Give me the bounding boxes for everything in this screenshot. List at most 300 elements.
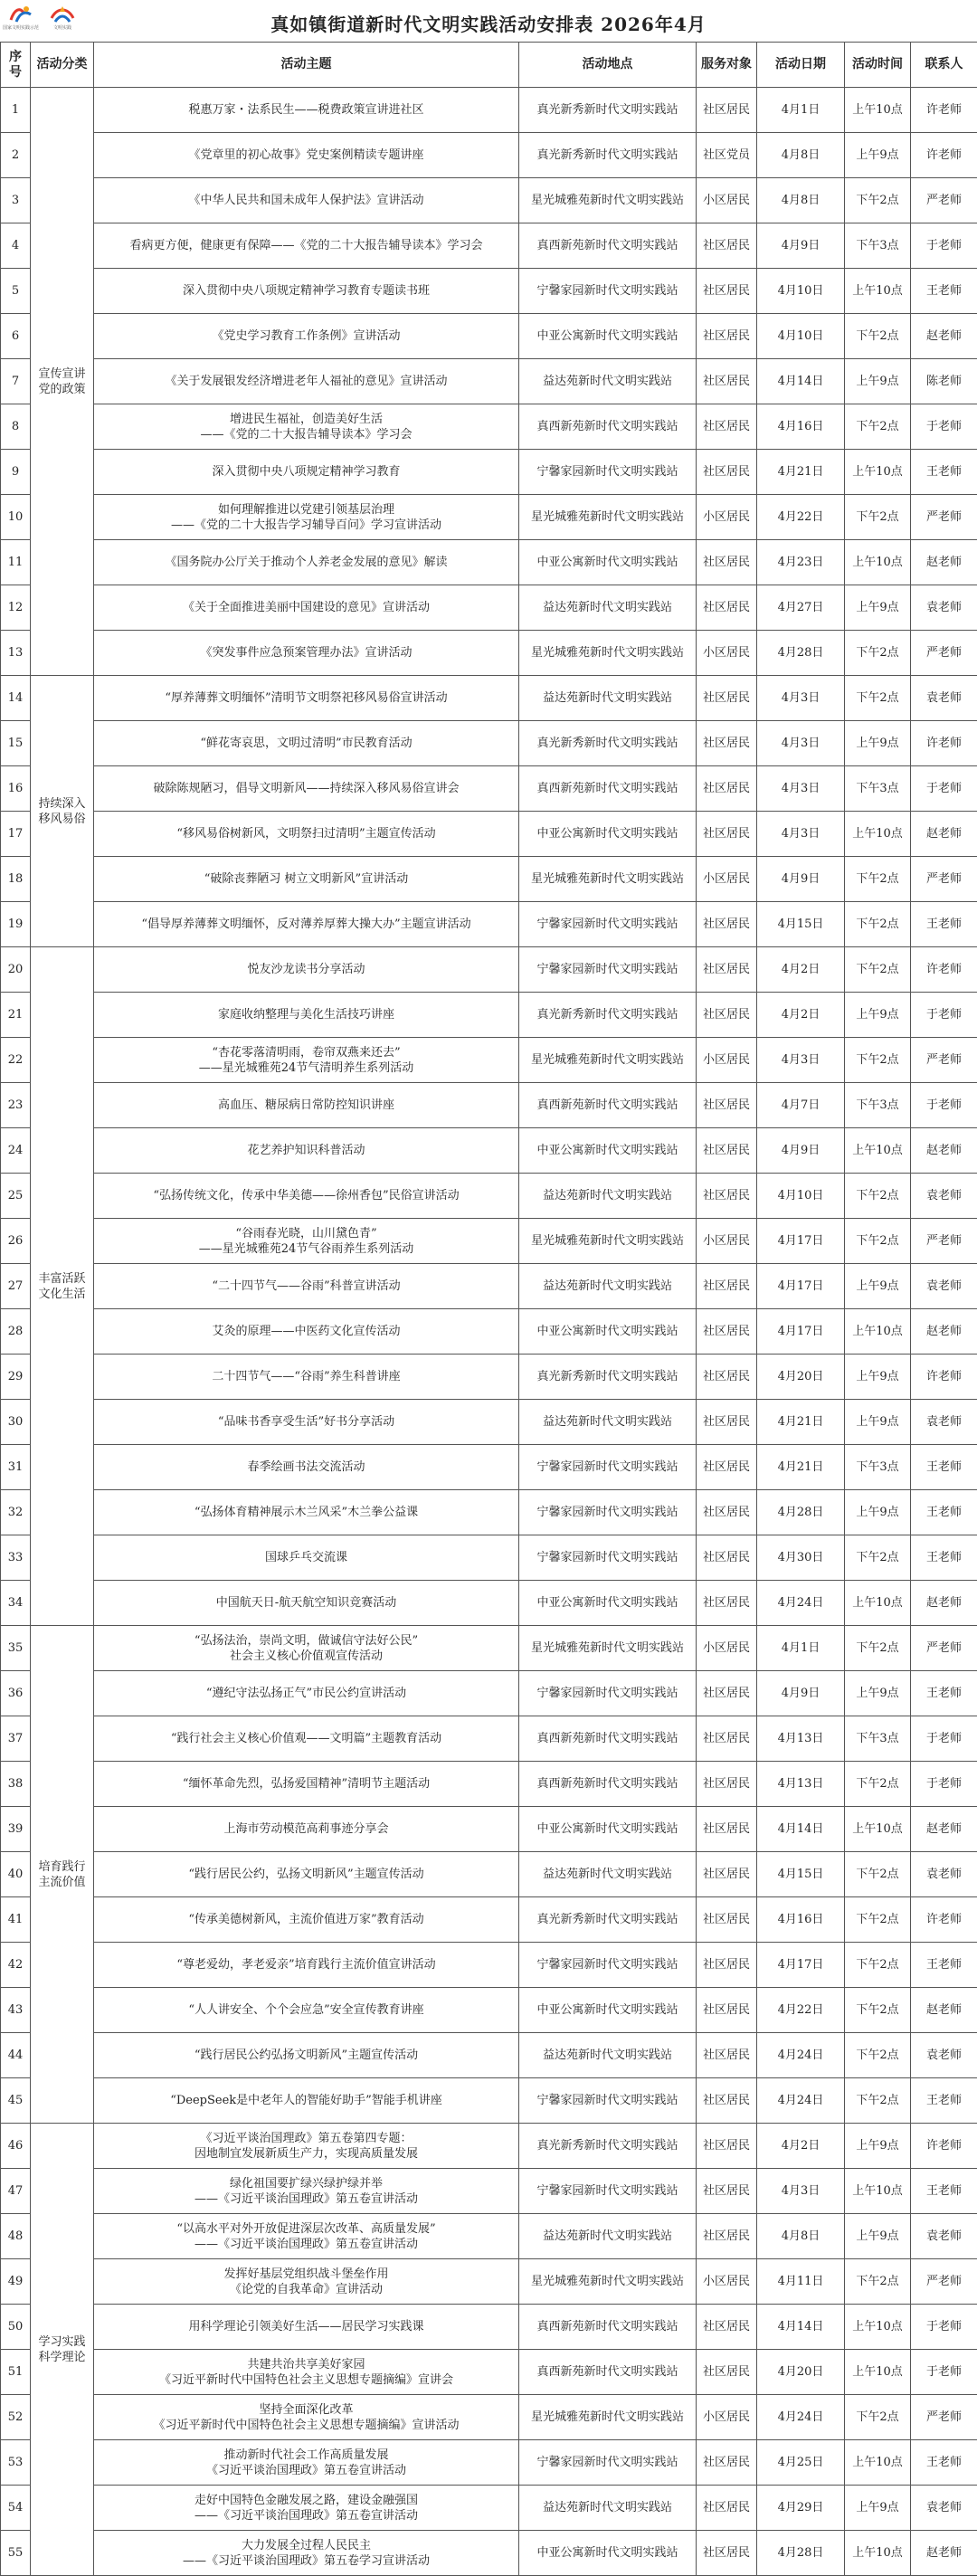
row-number: 17 (1, 812, 31, 857)
time-cell: 上午10点 (845, 1128, 911, 1174)
table-row (1, 178, 977, 223)
subject-cell (94, 314, 519, 359)
subject-line-1: “尊老爱幼，孝老爱亲”培育践行主流价值宣讲活动 (100, 1957, 513, 1972)
table-row (1, 1988, 977, 2033)
column-header: 活动地点 (519, 43, 697, 88)
table-row (1, 2033, 977, 2078)
subject-cell (94, 2531, 519, 2576)
logo2-caption: 文明实践 (53, 25, 71, 31)
subject-cell (94, 1490, 519, 1535)
date-cell: 4月13日 (757, 1762, 845, 1807)
row-number: 19 (1, 902, 31, 947)
time-cell: 下午2点 (845, 314, 911, 359)
place-cell: 益达苑新时代文明实践站 (519, 1174, 697, 1219)
time-cell: 上午10点 (845, 812, 911, 857)
table-row (1, 721, 977, 766)
contact-cell: 于老师 (911, 993, 977, 1038)
date-cell: 4月2日 (757, 993, 845, 1038)
place-cell: 真西新苑新时代文明实践站 (519, 1762, 697, 1807)
date-cell: 4月20日 (757, 2350, 845, 2395)
subject-cell (94, 766, 519, 812)
table-body (1, 88, 977, 2576)
time-cell: 下午2点 (845, 857, 911, 902)
time-cell: 下午3点 (845, 1716, 911, 1762)
table-row (1, 1128, 977, 1174)
subject-line-1: 《关于全面推进美丽中国建设的意见》宣讲活动 (100, 600, 513, 615)
contact-cell: 袁老师 (911, 676, 977, 721)
place-cell: 宁馨家园新时代文明实践站 (519, 1535, 697, 1581)
date-cell: 4月15日 (757, 1852, 845, 1897)
subject-line-1: 共建共治共享美好家园 (100, 2357, 513, 2372)
contact-cell: 于老师 (911, 223, 977, 269)
table-row (1, 1490, 977, 1535)
date-cell: 4月10日 (757, 1174, 845, 1219)
time-cell: 下午2点 (845, 676, 911, 721)
time-cell: 下午2点 (845, 495, 911, 540)
place-cell: 宁馨家园新时代文明实践站 (519, 1445, 697, 1490)
row-number: 20 (1, 947, 31, 993)
target-cell: 社区居民 (697, 812, 757, 857)
row-number: 7 (1, 359, 31, 404)
contact-cell: 许老师 (911, 1897, 977, 1943)
contact-cell: 袁老师 (911, 1400, 977, 1445)
subject-cell (94, 857, 519, 902)
subject-cell (94, 1943, 519, 1988)
table-row (1, 1897, 977, 1943)
row-number: 36 (1, 1671, 31, 1716)
date-cell: 4月10日 (757, 269, 845, 314)
place-cell: 益达苑新时代文明实践站 (519, 2214, 697, 2259)
subject-line-1: 如何理解推进以党建引领基层治理 (100, 502, 513, 518)
column-header: 活动主题 (94, 43, 519, 88)
contact-cell: 袁老师 (911, 585, 977, 631)
date-cell: 4月14日 (757, 2305, 845, 2350)
target-cell: 小区居民 (697, 2259, 757, 2305)
target-cell: 社区居民 (697, 1535, 757, 1581)
subject-cell (94, 1128, 519, 1174)
subject-line-1: 税惠万家・法系民生——税费政策宣讲进社区 (100, 102, 513, 118)
subject-line-1: “谷雨春光晓，山川黛色青” (100, 1226, 513, 1241)
time-cell: 下午3点 (845, 1445, 911, 1490)
target-cell: 社区居民 (697, 1264, 757, 1309)
table-row (1, 450, 977, 495)
subject-cell (94, 495, 519, 540)
table-row (1, 1219, 977, 1264)
target-cell: 社区居民 (697, 269, 757, 314)
subject-cell (94, 993, 519, 1038)
table-row (1, 404, 977, 450)
subject-cell (94, 359, 519, 404)
table-row (1, 1400, 977, 1445)
date-cell: 4月25日 (757, 2440, 845, 2486)
subject-line-1: “人人讲安全、个个会应急”安全宣传教育讲座 (100, 2002, 513, 2018)
place-cell: 星光城雅苑新时代文明实践站 (519, 2259, 697, 2305)
table-row (1, 2169, 977, 2214)
target-cell: 社区居民 (697, 2305, 757, 2350)
place-cell: 宁馨家园新时代文明实践站 (519, 1490, 697, 1535)
time-cell: 下午2点 (845, 1219, 911, 1264)
row-number: 2 (1, 133, 31, 178)
table-row (1, 2124, 977, 2169)
subject-cell (94, 947, 519, 993)
time-cell: 上午10点 (845, 2169, 911, 2214)
place-cell: 宁馨家园新时代文明实践站 (519, 2169, 697, 2214)
table-row (1, 2259, 977, 2305)
subject-line-2: ——《党的二十大报告辅导读本》学习会 (100, 427, 513, 442)
subject-cell (94, 1581, 519, 1626)
place-cell: 中亚公寓新时代文明实践站 (519, 314, 697, 359)
date-cell: 4月28日 (757, 631, 845, 676)
table-row (1, 2305, 977, 2350)
date-cell: 4月1日 (757, 88, 845, 133)
date-cell: 4月8日 (757, 178, 845, 223)
subject-cell (94, 1355, 519, 1400)
contact-cell: 陈老师 (911, 359, 977, 404)
subject-cell (94, 721, 519, 766)
time-cell: 下午2点 (845, 1988, 911, 2033)
subject-cell (94, 1083, 519, 1128)
table-row (1, 223, 977, 269)
row-number: 35 (1, 1626, 31, 1671)
row-number: 24 (1, 1128, 31, 1174)
subject-line-1: 发挥好基层党组织战斗堡垒作用 (100, 2267, 513, 2282)
place-cell: 宁馨家园新时代文明实践站 (519, 2440, 697, 2486)
date-cell: 4月27日 (757, 585, 845, 631)
subject-line-1: 深入贯彻中央八项规定精神学习教育 (100, 464, 513, 480)
subject-line-2: 《论党的自我革命》宣讲活动 (100, 2282, 513, 2297)
target-cell: 小区居民 (697, 495, 757, 540)
subject-line-1: 推动新时代社会工作高质量发展 (100, 2448, 513, 2463)
subject-line-2: ——《习近平谈治国理政》第五卷宣讲活动 (100, 2508, 513, 2524)
target-cell: 社区居民 (697, 1309, 757, 1355)
target-cell: 社区居民 (697, 1083, 757, 1128)
time-cell: 下午2点 (845, 1038, 911, 1083)
row-number: 11 (1, 540, 31, 585)
subject-cell (94, 1671, 519, 1716)
subject-cell (94, 1219, 519, 1264)
target-cell: 小区居民 (697, 631, 757, 676)
place-cell: 益达苑新时代文明实践站 (519, 1852, 697, 1897)
table-row (1, 495, 977, 540)
column-header: 联系人 (911, 43, 977, 88)
place-cell: 星光城雅苑新时代文明实践站 (519, 857, 697, 902)
table-row (1, 993, 977, 1038)
subject-cell (94, 902, 519, 947)
subject-line-1: “弘扬体育精神展示木兰风采”木兰拳公益课 (100, 1505, 513, 1520)
time-cell: 下午3点 (845, 1083, 911, 1128)
time-cell: 下午2点 (845, 1852, 911, 1897)
target-cell: 社区居民 (697, 1716, 757, 1762)
time-cell: 下午2点 (845, 1762, 911, 1807)
contact-cell: 于老师 (911, 1762, 977, 1807)
time-cell: 下午2点 (845, 902, 911, 947)
table-row (1, 857, 977, 902)
table-row (1, 1535, 977, 1581)
place-cell: 中亚公寓新时代文明实践站 (519, 2531, 697, 2576)
target-cell: 小区居民 (697, 1038, 757, 1083)
target-cell: 社区居民 (697, 540, 757, 585)
contact-cell: 许老师 (911, 947, 977, 993)
contact-cell: 许老师 (911, 133, 977, 178)
place-cell: 真光新秀新时代文明实践站 (519, 1897, 697, 1943)
date-cell: 4月30日 (757, 1535, 845, 1581)
table-header-row (1, 43, 977, 88)
date-cell: 4月24日 (757, 2395, 845, 2440)
column-header: 服务对象 (697, 43, 757, 88)
date-cell: 4月20日 (757, 1355, 845, 1400)
time-cell: 上午10点 (845, 1807, 911, 1852)
contact-cell: 许老师 (911, 2124, 977, 2169)
date-cell: 4月1日 (757, 1626, 845, 1671)
target-cell: 社区居民 (697, 2078, 757, 2124)
place-cell: 真光新秀新时代文明实践站 (519, 993, 697, 1038)
subject-line-2: 《习近平新时代中国特色社会主义思想专题摘编》宣讲活动 (100, 2418, 513, 2433)
date-cell: 4月9日 (757, 1671, 845, 1716)
subject-cell (94, 1852, 519, 1897)
date-cell: 4月24日 (757, 2033, 845, 2078)
time-cell: 下午2点 (845, 1897, 911, 1943)
table-row (1, 902, 977, 947)
contact-cell: 王老师 (911, 1671, 977, 1716)
contact-cell: 于老师 (911, 2350, 977, 2395)
table-row (1, 359, 977, 404)
target-cell: 社区居民 (697, 2440, 757, 2486)
row-number: 48 (1, 2214, 31, 2259)
place-cell: 星光城雅苑新时代文明实践站 (519, 178, 697, 223)
subject-cell (94, 2395, 519, 2440)
date-cell: 4月3日 (757, 721, 845, 766)
subject-cell (94, 1807, 519, 1852)
contact-cell: 王老师 (911, 450, 977, 495)
subject-cell (94, 1309, 519, 1355)
contact-cell: 严老师 (911, 1626, 977, 1671)
time-cell: 上午9点 (845, 1264, 911, 1309)
place-cell: 中亚公寓新时代文明实践站 (519, 1807, 697, 1852)
date-cell: 4月8日 (757, 2214, 845, 2259)
subject-line-1: 《党史学习教育工作条例》宣讲活动 (100, 328, 513, 344)
row-number: 46 (1, 2124, 31, 2169)
date-cell: 4月13日 (757, 1716, 845, 1762)
contact-cell: 许老师 (911, 721, 977, 766)
target-cell: 小区居民 (697, 857, 757, 902)
table-row (1, 1264, 977, 1309)
contact-cell: 袁老师 (911, 2033, 977, 2078)
subject-line-1: 花艺养护知识科普活动 (100, 1143, 513, 1158)
table-row (1, 1943, 977, 1988)
subject-line-1: “品味书香享受生活”好书分享活动 (100, 1414, 513, 1430)
contact-cell: 王老师 (911, 902, 977, 947)
subject-line-1: “以高水平对外开放促进深层次改革、高质量发展” (100, 2221, 513, 2237)
subject-line-1: 上海市劳动模范高莉事迹分享会 (100, 1821, 513, 1837)
category-cell: 学习实践科学理论 (31, 2124, 94, 2576)
row-number: 10 (1, 495, 31, 540)
time-cell: 上午10点 (845, 1309, 911, 1355)
row-number: 33 (1, 1535, 31, 1581)
subject-line-1: “杏花零落清明雨，卷帘双燕来还去” (100, 1045, 513, 1060)
subject-cell (94, 676, 519, 721)
subject-cell (94, 133, 519, 178)
row-number: 14 (1, 676, 31, 721)
place-cell: 真光新秀新时代文明实践站 (519, 721, 697, 766)
place-cell: 真西新苑新时代文明实践站 (519, 404, 697, 450)
contact-cell: 袁老师 (911, 1264, 977, 1309)
subject-line-1: “移风易俗树新风，文明祭扫过清明”主题宣传活动 (100, 826, 513, 841)
target-cell: 社区居民 (697, 2486, 757, 2531)
table-row (1, 2440, 977, 2486)
table-row (1, 2214, 977, 2259)
contact-cell: 王老师 (911, 1490, 977, 1535)
subject-cell (94, 88, 519, 133)
subject-line-1: 春季绘画书法交流活动 (100, 1459, 513, 1475)
table-row (1, 2078, 977, 2124)
subject-line-1: 中国航天日-航天航空知识竞赛活动 (100, 1595, 513, 1611)
time-cell: 上午9点 (845, 133, 911, 178)
contact-cell: 王老师 (911, 1943, 977, 1988)
table-row (1, 1762, 977, 1807)
subject-line-1: “弘扬传统文化，传承中华美德——徐州香包”民俗宣讲活动 (100, 1188, 513, 1203)
row-number: 23 (1, 1083, 31, 1128)
target-cell: 社区居民 (697, 1400, 757, 1445)
table-row (1, 766, 977, 812)
subject-line-1: 《关于发展银发经济增进老年人福祉的意见》宣讲活动 (100, 374, 513, 389)
date-cell: 4月29日 (757, 2486, 845, 2531)
date-cell: 4月17日 (757, 1309, 845, 1355)
row-number: 41 (1, 1897, 31, 1943)
category-cell: 培育践行主流价值 (31, 1626, 94, 2124)
time-cell: 下午3点 (845, 766, 911, 812)
place-cell: 中亚公寓新时代文明实践站 (519, 540, 697, 585)
subject-line-2: 社会主义核心价值观宣传活动 (100, 1649, 513, 1664)
logo1-caption: 国家文明实践示范 (3, 25, 39, 31)
row-number: 38 (1, 1762, 31, 1807)
subject-line-1: “二十四节气——谷雨”科普宣讲活动 (100, 1278, 513, 1294)
row-number: 53 (1, 2440, 31, 2486)
place-cell: 真西新苑新时代文明实践站 (519, 2305, 697, 2350)
row-number: 12 (1, 585, 31, 631)
contact-cell: 王老师 (911, 2169, 977, 2214)
target-cell: 社区居民 (697, 1943, 757, 1988)
target-cell: 社区居民 (697, 2214, 757, 2259)
target-cell: 社区居民 (697, 1852, 757, 1897)
contact-cell: 许老师 (911, 1355, 977, 1400)
time-cell: 下午2点 (845, 947, 911, 993)
table-row (1, 1852, 977, 1897)
date-cell: 4月3日 (757, 812, 845, 857)
place-cell: 益达苑新时代文明实践站 (519, 585, 697, 631)
row-number: 29 (1, 1355, 31, 1400)
subject-line-1: “厚养薄葬文明缅怀”清明节文明祭祀移风易俗宣讲活动 (100, 690, 513, 706)
subject-line-1: “遵纪守法弘扬正气”市民公约宣讲活动 (100, 1686, 513, 1701)
date-cell: 4月23日 (757, 540, 845, 585)
subject-cell (94, 2124, 519, 2169)
date-cell: 4月17日 (757, 1264, 845, 1309)
subject-cell (94, 1762, 519, 1807)
row-number: 51 (1, 2350, 31, 2395)
row-number: 32 (1, 1490, 31, 1535)
subject-line-2: 《习近平谈治国理政》第五卷宣讲活动 (100, 2463, 513, 2478)
row-number: 3 (1, 178, 31, 223)
row-number: 37 (1, 1716, 31, 1762)
subject-line-2: ——《习近平谈治国理政》第五卷宣讲活动 (100, 2237, 513, 2252)
time-cell: 上午9点 (845, 585, 911, 631)
target-cell: 社区居民 (697, 1445, 757, 1490)
target-cell: 社区居民 (697, 1807, 757, 1852)
target-cell: 社区居民 (697, 223, 757, 269)
row-number: 4 (1, 223, 31, 269)
contact-cell: 赵老师 (911, 314, 977, 359)
subject-cell (94, 2078, 519, 2124)
date-cell: 4月2日 (757, 947, 845, 993)
place-cell: 益达苑新时代文明实践站 (519, 2486, 697, 2531)
target-cell: 社区居民 (697, 1128, 757, 1174)
subject-cell (94, 1400, 519, 1445)
place-cell: 真西新苑新时代文明实践站 (519, 1083, 697, 1128)
time-cell: 上午10点 (845, 2531, 911, 2576)
time-cell: 上午10点 (845, 2350, 911, 2395)
row-number: 8 (1, 404, 31, 450)
contact-cell: 袁老师 (911, 2214, 977, 2259)
contact-cell: 袁老师 (911, 2486, 977, 2531)
target-cell: 小区居民 (697, 1626, 757, 1671)
date-cell: 4月8日 (757, 133, 845, 178)
time-cell: 上午9点 (845, 359, 911, 404)
table-row (1, 2395, 977, 2440)
date-cell: 4月11日 (757, 2259, 845, 2305)
date-cell: 4月28日 (757, 1490, 845, 1535)
place-cell: 星光城雅苑新时代文明实践站 (519, 1626, 697, 1671)
row-number: 26 (1, 1219, 31, 1264)
date-cell: 4月24日 (757, 1581, 845, 1626)
activity-table (0, 42, 977, 2576)
time-cell: 上午9点 (845, 2214, 911, 2259)
row-number: 25 (1, 1174, 31, 1219)
time-cell: 下午2点 (845, 178, 911, 223)
time-cell: 下午2点 (845, 2033, 911, 2078)
date-cell: 4月16日 (757, 404, 845, 450)
contact-cell: 于老师 (911, 1083, 977, 1128)
subject-cell (94, 450, 519, 495)
time-cell: 下午2点 (845, 2395, 911, 2440)
subject-line-2: ——星光城雅苑24节气谷雨养生系列活动 (100, 1241, 513, 1257)
place-cell: 中亚公寓新时代文明实践站 (519, 1988, 697, 2033)
contact-cell: 严老师 (911, 2395, 977, 2440)
time-cell: 上午10点 (845, 88, 911, 133)
time-cell: 上午10点 (845, 2440, 911, 2486)
subject-line-1: “鲜花寄哀思，文明过清明”市民教育活动 (100, 736, 513, 751)
contact-cell: 赵老师 (911, 540, 977, 585)
time-cell: 上午9点 (845, 1671, 911, 1716)
time-cell: 上午10点 (845, 269, 911, 314)
place-cell: 益达苑新时代文明实践站 (519, 1400, 697, 1445)
subject-line-1: “倡导厚养薄葬文明缅怀，反对薄养厚葬大操大办”主题宣讲活动 (100, 917, 513, 932)
category-cell: 丰富活跃文化生活 (31, 947, 94, 1626)
contact-cell: 王老师 (911, 2078, 977, 2124)
row-number: 52 (1, 2395, 31, 2440)
place-cell: 星光城雅苑新时代文明实践站 (519, 1219, 697, 1264)
date-cell: 4月21日 (757, 1445, 845, 1490)
contact-cell: 王老师 (911, 2440, 977, 2486)
table-row (1, 585, 977, 631)
place-cell: 星光城雅苑新时代文明实践站 (519, 2395, 697, 2440)
date-cell: 4月3日 (757, 766, 845, 812)
contact-cell: 赵老师 (911, 1807, 977, 1852)
time-cell: 上午9点 (845, 1490, 911, 1535)
row-number: 16 (1, 766, 31, 812)
table-row (1, 269, 977, 314)
place-cell: 真西新苑新时代文明实践站 (519, 223, 697, 269)
subject-line-1: 国球乒乓交流课 (100, 1550, 513, 1565)
place-cell: 益达苑新时代文明实践站 (519, 359, 697, 404)
